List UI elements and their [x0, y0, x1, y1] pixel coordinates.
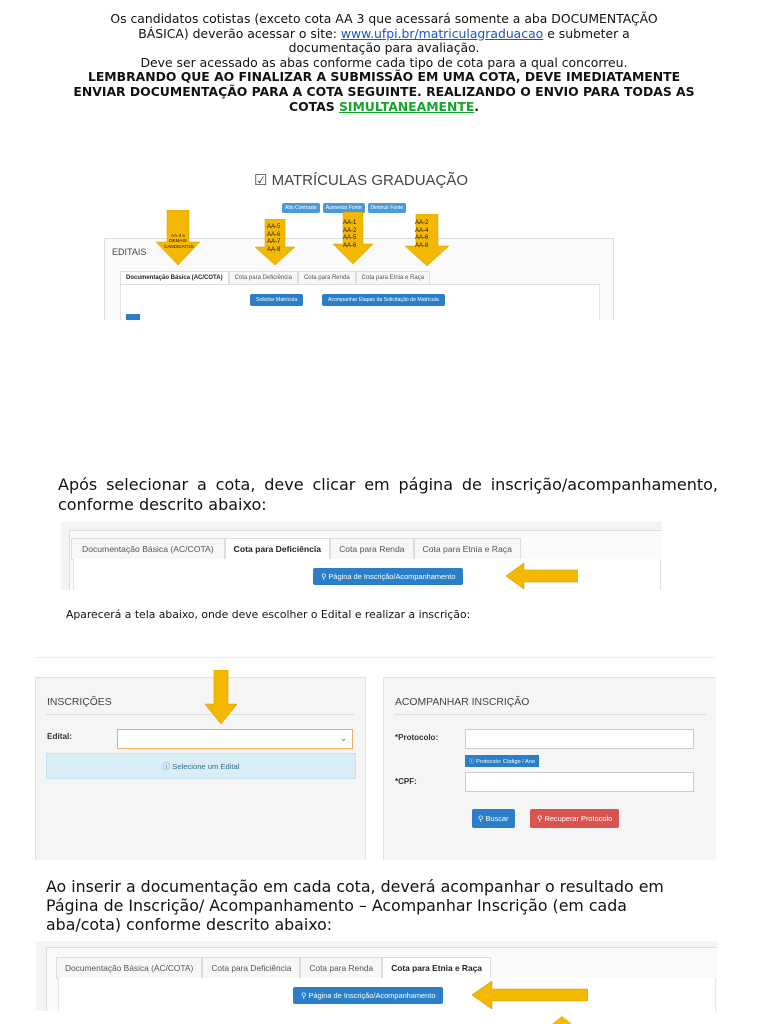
arrow-label-etnia-1: AA-2	[415, 220, 429, 226]
instruction-4-line-3: aba/cota) conforme descrito abaixo:	[46, 915, 333, 934]
arrow-label-def-3: AA-7	[267, 239, 281, 246]
acompanhar-title: ACOMPANHAR INSCRIÇÃO	[395, 697, 530, 708]
arrow-label-aa3-3: CANDIDATOS	[164, 243, 194, 249]
alto-contraste-button[interactable]	[282, 203, 320, 213]
intro-line-2-tail: e submeter a	[543, 25, 630, 41]
divider	[34, 657, 716, 658]
matriculas-screenshot	[104, 158, 614, 320]
cpf-input[interactable]	[465, 772, 694, 792]
arrow-label-etnia-2: AA-4	[415, 227, 429, 234]
warning-line-2: ENVIAR DOCUMENTAÇÃO PARA A COTA SEGUINTE. REALIZANDO O ENVIO PARA TODAS AS	[73, 83, 695, 99]
editais-title: EDITAIS	[112, 247, 147, 257]
warning-line-3-text: COTAS	[288, 98, 339, 114]
inscricoes-screenshot	[34, 657, 716, 860]
matriculas-heading	[254, 171, 468, 189]
intro-line-1: Os candidatos cotistas (exceto cota AA 3 que acessará somente a aba DOCUMENTAÇÃO	[110, 11, 658, 26]
intro-line-2-text: BÁSICA) deverão acessar o site:	[138, 25, 341, 41]
instruction-2-line-1: Após selecionar a cota, deve clicar em página de inscrição/acompanhamento,	[58, 475, 718, 494]
tab-documentacao-basica[interactable]: Documentação Básica (AC/COTA)	[56, 957, 202, 978]
buscar-button[interactable]	[472, 809, 515, 828]
search-icon: ⚲	[321, 572, 327, 581]
arrow-down-icon	[552, 1016, 572, 1024]
cpf-label: *CPF:	[395, 777, 417, 786]
tab-cota-renda[interactable]: Cota para Renda	[300, 957, 382, 978]
scroll-indicator	[126, 314, 140, 320]
arrow-label-def-4: AA-8	[267, 246, 281, 253]
protocolo-input[interactable]	[465, 729, 694, 749]
tabs-screenshot-1	[61, 522, 662, 590]
instruction-paragraph-2	[58, 475, 718, 515]
arrow-label-etnia	[415, 220, 428, 250]
arrow-label-renda-4: AA-6	[343, 242, 357, 249]
search-icon: ⚲	[478, 814, 484, 823]
cota-tabs-2	[71, 538, 661, 560]
arrow-label-etnia-3: AA-6	[415, 235, 429, 242]
solicitar-matricula-label: Solicitar Matrícula	[256, 297, 298, 303]
matricula-link[interactable]: www.ufpi.br/matriculagraduacao	[340, 25, 544, 41]
solicitar-matricula-button[interactable]	[250, 294, 303, 306]
warning-line-3	[40, 100, 728, 115]
arrow-label-renda-1: AA-1	[343, 220, 357, 226]
tab-cota-etnia-raca[interactable]: Cota para Etnia e Raça	[382, 957, 491, 978]
diminuir-fonte-button[interactable]	[368, 203, 407, 213]
chevron-down-icon: ⌄	[339, 733, 347, 743]
tab-cota-renda[interactable]: Cota para Renda	[298, 271, 356, 284]
acompanhar-divider	[394, 714, 706, 715]
tabs-screenshot-2	[36, 941, 717, 1011]
acompanhar-etapas-label: Acompanhar Etapas da Solicitação de Matrícula	[328, 297, 439, 303]
pagina-inscricao-label: Página de Inscrição/Acompanhamento	[328, 572, 456, 581]
arrow-label-aa3-1: AA-3 e	[170, 233, 186, 238]
tab-cota-etnia-raca[interactable]: Cota para Etnia e Raça	[414, 538, 521, 559]
arrow-label-def-2: AA-6	[267, 231, 281, 238]
arrow-label-aa3-2: DEMAIS	[169, 238, 187, 244]
selecione-edital-text	[47, 761, 355, 772]
arrow-left-icon	[472, 981, 588, 1009]
instruction-2-line-2: conforme descrito abaixo:	[58, 495, 267, 514]
recuperar-protocolo-label: Recuperar Protocolo	[544, 814, 613, 823]
protocolo-label: *Protocolo:	[395, 733, 439, 742]
arrow-label-renda-2: AA-2	[343, 227, 357, 234]
cota-tabs	[120, 271, 600, 285]
arrow-label-deficiencia	[267, 224, 280, 254]
lock-icon: ⚲	[537, 814, 543, 823]
tab-cota-deficiencia[interactable]: Cota para Deficiência	[202, 957, 300, 978]
instruction-4-line-2: Página de Inscrição/ Acompanhamento – Acompanhar Inscrição (em cada	[46, 896, 627, 915]
inscricoes-title: INSCRIÇÕES	[47, 697, 112, 708]
intro-paragraph	[40, 12, 728, 114]
aumentar-fonte-label: Aumentar Fonte	[325, 205, 362, 211]
instruction-4-line-1: Ao inserir a documentação em cada cota, deverá acompanhar o resultado em	[46, 877, 664, 896]
tab-cota-etnia-raca[interactable]: Cota para Etnia e Raça	[356, 271, 430, 284]
arrow-left-icon	[506, 563, 578, 589]
arrow-label-renda	[343, 220, 356, 250]
search-icon: ⚲	[301, 991, 307, 1000]
arrow-label-def-1: AA-5	[267, 224, 281, 230]
matriculas-heading-text: MATRÍCULAS GRADUAÇÃO	[271, 172, 469, 189]
alto-contraste-label: Alto Contraste	[285, 205, 317, 211]
tab-cota-deficiencia[interactable]: Cota para Deficiência	[229, 271, 298, 284]
warning-line-3-period: .	[474, 98, 480, 114]
arrow-label-etnia-4: AA-8	[415, 242, 429, 249]
protocolo-hint-text: Protocolo: Código / Ano	[476, 759, 535, 765]
intro-line-4: Deve ser acessado as abas conforme cada tipo de cota para a qual concorreu.	[140, 54, 628, 70]
simultaneamente-text: SIMULTANEAMENTE	[338, 98, 475, 114]
arrow-down-icon	[205, 670, 237, 724]
pagina-inscricao-button[interactable]	[313, 568, 463, 585]
diminuir-fonte-label: Diminuir Fonte	[370, 205, 404, 211]
warning-line-1: LEMBRANDO QUE AO FINALIZAR A SUBMISSÃO EM UMA COTA, DEVE IMEDIATAMENTE	[87, 69, 681, 85]
intro-line-3: documentação para avaliação.	[288, 40, 480, 56]
tab-documentacao-basica[interactable]: Documentação Básica (AC/COTA)	[120, 271, 229, 284]
edital-select[interactable]	[117, 729, 353, 749]
edital-label: Edital:	[47, 732, 73, 741]
selecione-edital-notice	[46, 753, 356, 779]
check-square-icon: ☑	[254, 172, 268, 189]
tab-cota-renda[interactable]: Cota para Renda	[330, 538, 413, 559]
pagina-inscricao-label: Página de Inscrição/Acompanhamento	[308, 991, 436, 1000]
cota-tabs-3	[56, 957, 716, 979]
tab-cota-deficiencia[interactable]: Cota para Deficiência	[225, 538, 330, 559]
recuperar-protocolo-button[interactable]	[530, 809, 619, 828]
instruction-paragraph-4	[46, 877, 726, 934]
arrow-label-renda-3: AA-5	[343, 235, 357, 242]
info-icon: ⓘ	[162, 762, 171, 771]
buscar-label: Buscar	[485, 814, 509, 823]
selecione-edital-label: Selecione um Edital	[172, 762, 240, 771]
acompanhar-etapas-button[interactable]	[322, 294, 445, 306]
inscricoes-divider	[46, 714, 354, 715]
protocolo-hint-badge	[465, 755, 539, 767]
tab-documentacao-basica[interactable]: Documentação Básica (AC/COTA)	[71, 538, 225, 559]
info-icon: ⓘ	[469, 759, 475, 765]
arrow-label-aa3	[164, 233, 192, 249]
intro-line-2	[40, 27, 728, 42]
pagina-inscricao-button[interactable]	[293, 987, 443, 1004]
instruction-paragraph-3: Aparecerá a tela abaixo, onde deve escolher o Edital e realizar a inscrição:	[66, 608, 471, 621]
